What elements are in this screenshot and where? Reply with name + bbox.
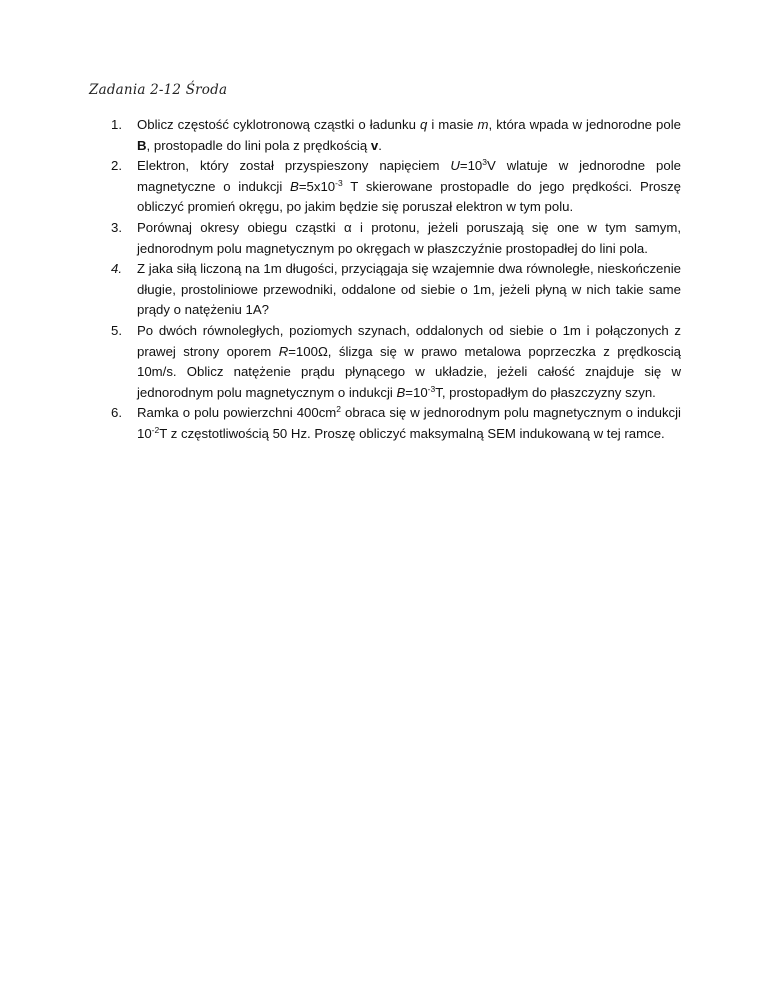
text-run: T, prostopadłym do płaszczyzny szyn. bbox=[435, 384, 656, 400]
task-number: 1. bbox=[111, 117, 122, 132]
text-run: Z jaka siłą liczoną na 1m długości, przyciągaja się wzajemnie dwa równoległe, nieskończenie długie, prostoliniowe przewodniki, oddalone od siebie o 1m, jeżeli płyną w nich takie same prądy o natężeniu 1A? bbox=[137, 261, 681, 318]
task-text bbox=[137, 405, 681, 441]
text-run: . bbox=[378, 137, 382, 153]
superscript: -2 bbox=[151, 424, 160, 435]
task-item bbox=[89, 403, 681, 444]
task-text bbox=[137, 117, 681, 153]
task-item bbox=[89, 321, 681, 403]
text-run: =10 bbox=[405, 384, 428, 400]
task-item bbox=[89, 259, 681, 321]
superscript: 3 bbox=[482, 157, 487, 168]
task-number: 3. bbox=[111, 219, 122, 235]
task-list bbox=[89, 115, 681, 445]
text-run: , prostopadle do lini pola z prędkością bbox=[146, 137, 371, 153]
task-item bbox=[89, 156, 681, 218]
text-run: B bbox=[290, 178, 299, 194]
task-item bbox=[89, 218, 681, 259]
text-run: obraca się w jednorodnym polu magnetycznym o indukcji 10 bbox=[137, 405, 681, 441]
text-run: U bbox=[450, 158, 460, 174]
task-number: 6. bbox=[111, 405, 122, 421]
text-run: T z częstotliwością 50 Hz. Proszę obliczyć maksymalną SEM indukowaną w tej ramce. bbox=[159, 425, 665, 441]
superscript: -3 bbox=[335, 177, 343, 188]
text-run: V wlatuje w jednorodne pole magnetyczne o indukcji bbox=[137, 158, 681, 194]
page-title: Zadania 2-12 Środa bbox=[89, 82, 228, 98]
text-run: Ramka o polu powierzchni 400cm bbox=[137, 405, 337, 421]
text-run: Elektron, który został przyspieszony napięciem bbox=[137, 158, 451, 174]
task-text bbox=[137, 220, 681, 256]
text-run: B bbox=[137, 137, 147, 153]
text-run: =5x10 bbox=[298, 178, 336, 194]
task-text bbox=[137, 261, 681, 317]
text-run: Po dwóch równoległych, poziomych szynach, oddalonych od siebie o 1m i połączonych z prawej strony oporem bbox=[137, 322, 681, 359]
text-run: q bbox=[419, 117, 428, 132]
task-number: 5. bbox=[111, 322, 122, 338]
text-run: R bbox=[278, 343, 289, 359]
text-run: =10 bbox=[459, 158, 483, 174]
text-run: , która wpada w jednorodne pole bbox=[488, 117, 681, 132]
superscript: 2 bbox=[336, 404, 342, 415]
text-run: i masie bbox=[427, 117, 478, 132]
text-run: Porównaj okresy obiegu cząstki α i protonu, jeżeli poruszają się one w tym samym, jednorodnym polu magnetycznym po okręgach w płaszczyźnie prostopadłej do lini pola. bbox=[137, 219, 681, 256]
task-text bbox=[137, 158, 681, 214]
task-number: 2. bbox=[111, 158, 122, 174]
superscript: -3 bbox=[427, 383, 436, 394]
text-run: m bbox=[477, 117, 489, 132]
text-run: v bbox=[370, 137, 379, 153]
text-run: B bbox=[396, 384, 406, 400]
task-text bbox=[137, 323, 681, 400]
text-run: Oblicz częstość cyklotronową cząstki o ładunku bbox=[137, 117, 420, 132]
text-run: =100Ω, ślizga się w prawo metalowa poprzeczka z prędkoscią 10m/s. Oblicz natężenie prądu płynącego w układzie, jeżeli całość znajduje się w jednorodnym polu magnetycznym o indukcji bbox=[137, 343, 681, 400]
task-item bbox=[89, 115, 681, 156]
text-run: T skierowane prostopadle do jego prędkości. Proszę obliczyć promień okręgu, po jakim będzie się poruszał elektron w tym polu. bbox=[137, 178, 681, 215]
task-number: 4. bbox=[111, 261, 122, 277]
